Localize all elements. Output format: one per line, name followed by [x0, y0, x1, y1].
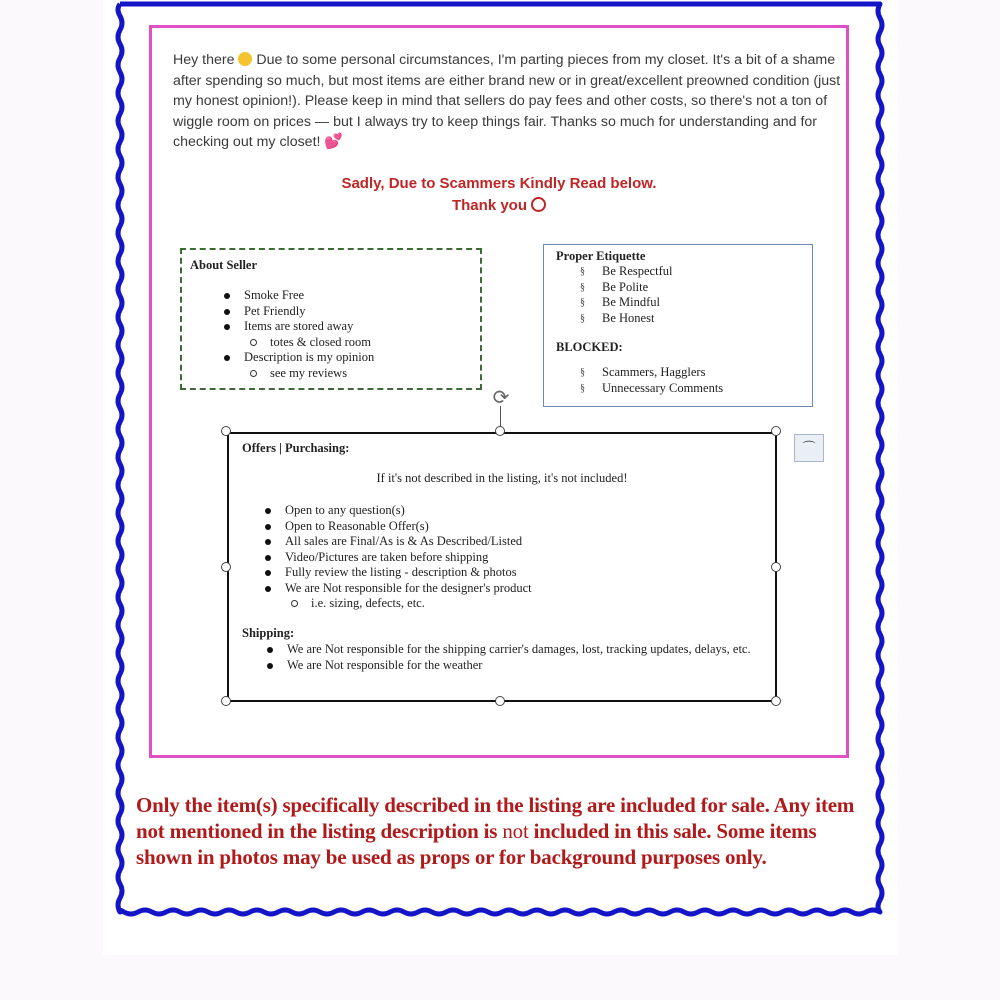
- intro-text: Due to some personal circumstances, I'm parting pieces from my closet. It's a bit of a shame after spending so much, but most items are either brand new or in great/excellent preowned condition (just my honest opinion!). Please keep in mind that sellers do pay fees and other costs, so there's not a ton of wiggle room on prices — but I always try to keep things fair. Thanks so much for understanding and for checking out my closet!: [173, 52, 841, 151]
- list-item: § Unnecessary Comments: [580, 381, 723, 397]
- list-item: Smoke Free: [224, 288, 479, 304]
- list-item: Fully review the listing - description & photos: [265, 565, 765, 581]
- layout-options-icon[interactable]: ⌒: [794, 434, 824, 462]
- disclaimer-part1: Only the item(s) specifically described in the listing are included for sale. Any item not mentioned in the listing description is: [136, 793, 855, 843]
- smile-emoji-icon: [238, 52, 252, 66]
- thank-you-line: [149, 197, 849, 214]
- list-item: We are Not responsible for the weather: [267, 658, 757, 674]
- list-item: Description is my opinion: [224, 350, 479, 366]
- resize-handle[interactable]: [771, 696, 781, 706]
- etiquette-title: Proper Etiquette: [556, 249, 646, 263]
- list-item: Video/Pictures are taken before shipping: [265, 550, 765, 566]
- emoji-outline-icon: [531, 197, 546, 212]
- list-item: We are Not responsible for the shipping carrier's damages, lost, tracking updates, delays, etc.: [267, 642, 757, 658]
- rotate-handle-icon[interactable]: ⟳: [492, 387, 510, 409]
- blocked-list: [580, 365, 723, 396]
- list-item: § Be Honest: [580, 311, 672, 327]
- etiquette-list: [580, 264, 672, 326]
- list-item: § Scammers, Hagglers: [580, 365, 723, 381]
- shipping-title: Shipping:: [242, 626, 295, 640]
- offers-textbox[interactable]: [227, 432, 777, 702]
- list-subitem: see my reviews: [224, 366, 479, 382]
- offers-center-note: If it's not described in the listing, it's not included!: [376, 471, 628, 485]
- list-subitem: totes & closed room: [224, 335, 479, 351]
- offers-list: [265, 503, 765, 612]
- shipping-list: [267, 642, 757, 673]
- intro-paragraph: [173, 50, 841, 153]
- list-item: All sales are Final/As is & As Described/Listed: [265, 534, 765, 550]
- list-item: Items are stored away: [224, 319, 479, 335]
- offers-title: Offers | Purchasing:: [242, 441, 350, 455]
- resize-handle[interactable]: [221, 696, 231, 706]
- list-item: Pet Friendly: [224, 304, 479, 320]
- list-item: § Be Mindful: [580, 295, 672, 311]
- resize-handle[interactable]: [221, 426, 231, 436]
- scam-warning: Sadly, Due to Scammers Kindly Read below.: [341, 175, 657, 192]
- list-item: Open to Reasonable Offer(s): [265, 519, 765, 535]
- about-seller-box: [180, 248, 482, 390]
- about-seller-title: About Seller: [190, 258, 258, 272]
- resize-handle[interactable]: [771, 426, 781, 436]
- resize-handle[interactable]: [495, 696, 505, 706]
- resize-handle[interactable]: [771, 562, 781, 572]
- intro-greeting: Hey there: [173, 52, 235, 68]
- resize-handle[interactable]: [495, 426, 505, 436]
- blocked-title: BLOCKED:: [556, 340, 623, 354]
- disclaimer-text: [136, 792, 876, 870]
- list-item: Open to any question(s): [265, 503, 765, 519]
- list-subitem: i.e. sizing, defects, etc.: [265, 596, 765, 612]
- list-item: § Be Polite: [580, 280, 672, 296]
- thank-you-text: Thank you: [451, 197, 527, 214]
- disclaimer-not: not: [502, 819, 529, 843]
- list-item: We are Not responsible for the designer's product: [265, 581, 765, 597]
- heart-emoji-icon: 💕: [324, 133, 344, 151]
- etiquette-box: [543, 244, 813, 407]
- about-seller-list: [224, 288, 479, 381]
- list-item: § Be Respectful: [580, 264, 672, 280]
- resize-handle[interactable]: [221, 562, 231, 572]
- disclaimer-part2: included in this sale. Some items shown in photos may be used as props or for background purposes only.: [136, 819, 817, 869]
